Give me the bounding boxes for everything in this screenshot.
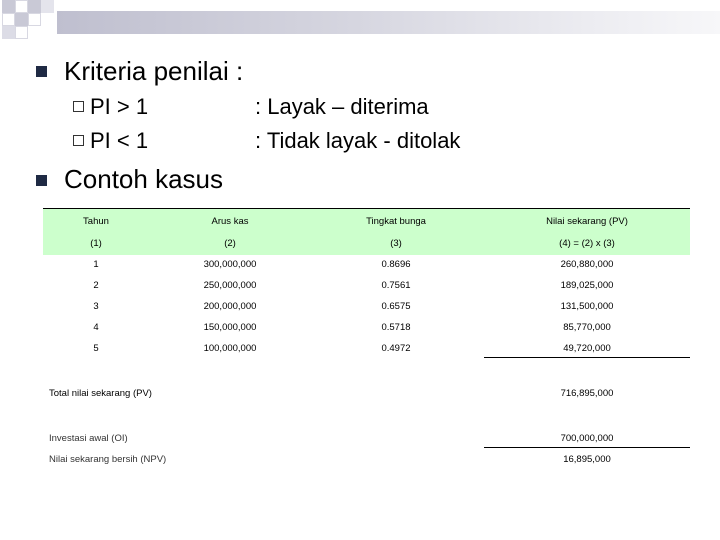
criterion-left: PI < 1 <box>90 128 149 153</box>
formula-4: (4) = (2) x (3) <box>559 238 615 249</box>
table-cell: 260,880,000 <box>560 259 614 270</box>
deco-square <box>28 0 41 13</box>
table-cell: 100,000,000 <box>203 343 257 354</box>
table-cell: 0.5718 <box>381 322 411 333</box>
deco-square <box>2 13 15 26</box>
table-cell: 0.8696 <box>381 259 411 270</box>
criterion-right: : Tidak layak - ditolak <box>255 128 461 153</box>
table-cell: 189,025,000 <box>560 280 614 291</box>
kriteria-heading: Kriteria penilai : <box>64 56 244 86</box>
table-cell: 1 <box>93 259 99 270</box>
deco-square <box>41 0 54 13</box>
deco-square <box>15 0 28 13</box>
table-cell: 300,000,000 <box>203 259 257 270</box>
formula-1: (1) <box>90 238 102 249</box>
criterion-left: PI > 1 <box>90 94 149 119</box>
col-header-arus-kas: Arus kas <box>211 216 249 227</box>
table-cell: 85,770,000 <box>563 322 611 333</box>
deco-square <box>28 13 41 26</box>
formula-3: (3) <box>390 238 402 249</box>
col-header-nilai-sekarang: Nilai sekarang (PV) <box>546 216 628 227</box>
bullet-square-icon <box>36 175 47 186</box>
summary-label-npv: Nilai sekarang bersih (NPV) <box>49 454 167 465</box>
contoh-heading: Contoh kasus <box>64 164 223 194</box>
table-cell: 4 <box>93 322 99 333</box>
summary-label-oi: Investasi awal (OI) <box>49 433 128 444</box>
table-cell: 2 <box>93 280 99 291</box>
table-cell: 49,720,000 <box>563 343 611 354</box>
table-cell: 200,000,000 <box>203 301 257 312</box>
sum-rule <box>484 357 690 358</box>
bullet-square-icon <box>36 66 47 77</box>
table-cell: 150,000,000 <box>203 322 257 333</box>
criterion-right: : Layak – diterima <box>255 94 429 119</box>
table-cell: 131,500,000 <box>560 301 614 312</box>
table-cell: 3 <box>93 301 99 312</box>
table-cell: 0.7561 <box>381 280 411 291</box>
table-cell: 0.4972 <box>381 343 411 354</box>
summary-value-total-pv: 716,895,000 <box>560 388 614 399</box>
checkbox-icon <box>73 101 84 112</box>
deco-square <box>15 26 28 39</box>
summary-label-total-pv: Total nilai sekarang (PV) <box>49 388 152 399</box>
deco-square <box>2 0 15 13</box>
checkbox-icon <box>73 135 84 146</box>
table-cell: 0.6575 <box>381 301 411 312</box>
table-cell: 250,000,000 <box>203 280 257 291</box>
col-header-tingkat-bunga: Tingkat bunga <box>366 216 426 227</box>
top-decoration <box>0 0 720 44</box>
summary-value-oi: 700,000,000 <box>560 433 614 444</box>
top-bar <box>57 11 720 34</box>
deco-square <box>15 13 28 26</box>
summary-value-npv: 16,895,000 <box>563 454 611 465</box>
sum-rule <box>484 447 690 448</box>
col-header-tahun: Tahun <box>83 216 109 227</box>
formula-2: (2) <box>224 238 236 249</box>
table-cell: 5 <box>93 343 99 354</box>
deco-square <box>2 26 15 39</box>
